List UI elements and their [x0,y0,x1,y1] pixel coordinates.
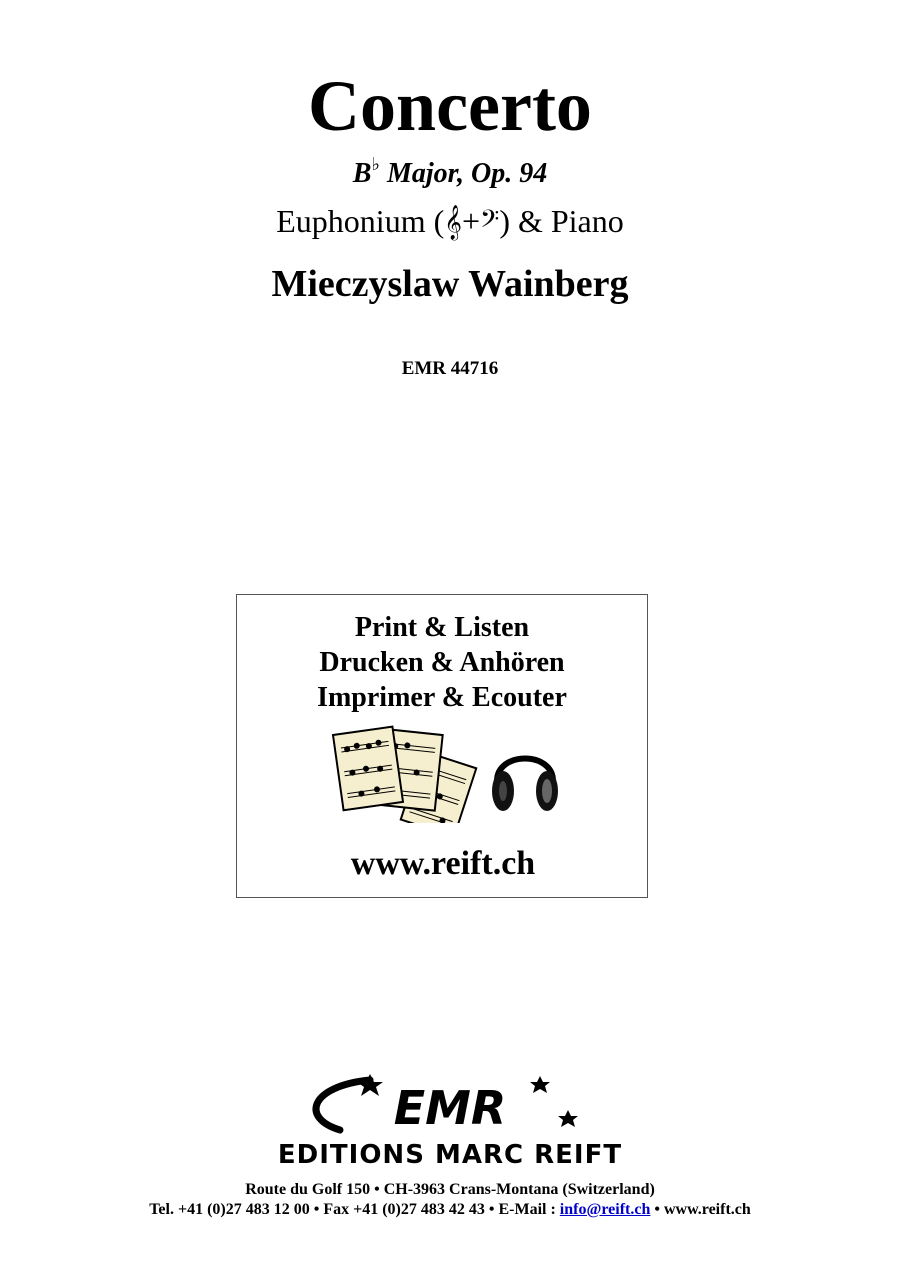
print-listen-box [236,594,648,898]
promo-line-de: Drucken & Anhören [319,647,565,678]
contact-suffix: • www.reift.ch [650,1201,751,1218]
bass-clef-icon: 𝄢 [480,205,500,240]
composer: Mieczyslaw Wainberg [271,263,629,305]
key-and-opus [0,146,900,192]
key-note: B [352,158,372,189]
headphones-icon [492,759,558,812]
instrumentation [0,199,900,245]
catalog-number: EMR 44716 [401,358,499,379]
email-link[interactable]: info@reift.ch [559,1201,651,1218]
title: Concerto [308,66,592,146]
contact-prefix: Tel. +41 (0)27 483 12 00 • Fax +41 (0)27 483 42 43 • E-Mail : [149,1201,560,1218]
promo-line-fr: Imprimer & Ecouter [317,682,567,713]
promo-url[interactable]: www.reift.ch [350,845,536,882]
sheet-music-icon [237,723,649,823]
key-rest: Major, Op. 94 [379,158,548,189]
clef-plus: + [461,203,481,239]
treble-clef-icon: 𝄞 [444,205,462,240]
instrument-suffix: ) & Piano [499,203,624,239]
publisher-address: Route du Golf 150 • CH-3963 Crans-Montana (Switzerland) [245,1181,655,1198]
publisher-brand: EDITIONS MARC REIFT [277,1140,623,1170]
logo-text: EMR [393,1081,507,1135]
flat-sign: ♭ [371,154,380,174]
emr-logo [300,1072,600,1142]
promo-icons [237,723,649,823]
promo-line-en: Print & Listen [354,612,530,643]
instrument-prefix: Euphonium ( [276,203,445,239]
publisher-contact [0,1200,900,1220]
